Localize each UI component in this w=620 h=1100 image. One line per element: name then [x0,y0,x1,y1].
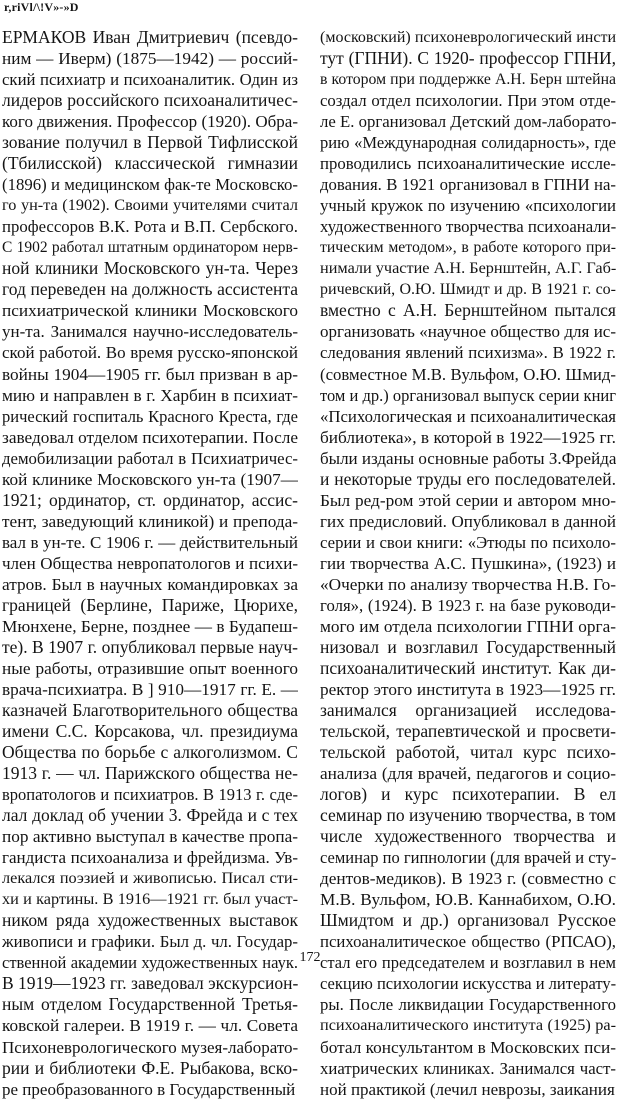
text-line: семинар по изучению творчества, в том [320,805,616,826]
text-line: том и др.) организовал выпуск серии книг [320,385,616,405]
text-line: учный кружок по изучению «психологии [320,196,616,216]
text-line: ной практикой (лечил неврозы, заикания [320,1079,615,1099]
text-line: ником ряда художественных выставок [2,910,298,931]
text-line: дования. В 1921 организовал в ГПНИ на- [320,175,616,195]
text-line: создал отдел психологии. При этом отде- [320,91,616,111]
text-line: ЕРМАКОВ Иван Дмитриевич (псевдо- [2,27,298,47]
text-line: лекался поэзией и живописью. Писал сти- [2,869,298,888]
text-line: ные работы, отразившие опыт военного [2,658,298,678]
text-line: занимался организацией исследова- [320,700,616,720]
text-line: библиотека», в которой в 1922—1925 гг. [320,427,616,447]
text-line: числе художественного творчества и [320,826,616,847]
text-line: (1896) и медицинском фак-те Московско- [2,175,298,195]
text-line: войны 1904—1905 гг. был призван в ар- [2,364,298,384]
text-line: были изданы основные работы З.Фрейда [320,448,616,468]
left-column [2,27,298,1100]
text-line: ле Е. организовал Детский дом-лаборато- [320,112,616,132]
right-column [320,27,616,1100]
text-line: лал доклад об учении 3. Фрейда и с тех [2,805,298,826]
text-line: нимали участие А.Н. Бернштейн, А.Г. Габ- [320,259,616,278]
text-line: хи и картины. В 1916—1921 гг. был участ- [2,890,298,909]
text-line: ним — Иверм) (1875—1942) — россий- [2,49,298,69]
text-line: ственной академии художественных наук. [2,953,298,973]
text-line: год переведен на должность ассистента [2,279,298,300]
text-line: ным отделом Государственной Третья- [2,994,298,1015]
text-line: анализа (для врачей, педагогов и социо- [320,764,616,784]
text-line: дентов-медиков). В 1923 г. (совместно с [320,869,616,889]
text-line: «Очерки по анализу творчества Н.В. Го- [320,574,616,594]
text-line: атров. Был в научных командировках за [2,574,298,594]
text-line: следования явлений психизма». В 1922 г. [320,343,616,363]
text-line: ковской галереи. В 1919 г. — чл. Совета [2,1016,298,1036]
text-line: тическим методом», в работе которого при- [320,239,616,257]
text-line: ботал консультантом в Московских пси- [320,1037,616,1057]
text-line: художественного творчества психоанали- [320,217,616,237]
text-line: вместно с А.Н. Бернштейном пытался [320,300,616,321]
page-number: 172 [299,950,321,965]
text-line: тельской работой, читал курс психо- [320,742,616,763]
text-line: психоаналитическое общество (РПСАО), [320,932,616,952]
text-line: границей (Берлине, Париже, Цюрихе, [2,594,298,615]
text-line: пор активно выступал в качестве пропа- [2,827,298,847]
text-line: стал его председателем и возглавил в нем [320,953,616,973]
text-line: тельской, терапевтической и просвети- [320,721,616,742]
text-line: профессоров В.К. Рота и В.П. Сербского. [2,217,298,237]
text-line: имени С.С. Корсакова, чл. президиума [2,721,298,742]
text-line: В 1919—1923 гг. заведовал экскурсион- [2,973,298,994]
text-line: ский психиатр и психоаналитик. Один из [2,70,298,90]
text-line: 1921; ординатор, ст. ординатор, ассис- [2,489,298,510]
text-line: серии и свои книги: «Этюды по психоло- [320,532,616,552]
text-line: ной клиники Московского ун-та. Через [2,258,298,279]
text-line: низовал и возглавил Государственный [320,636,616,657]
text-line: Шмидтом и др.) организовал Русское [320,910,616,931]
text-line: заведовал отделом психотерапии. После [2,427,298,447]
text-line: (Тбилисской) классической гимназии [2,153,298,174]
text-line: вал в ун-те. С 1906 г. — действительный [2,532,298,552]
text-line: гии творчества А.С. Пушкина», (1923) и [320,553,616,573]
text-line: гандиста психоанализа и фрейдизма. Ув- [2,848,298,868]
text-line: Был ред-ром этой серии и автором мно- [320,490,616,510]
text-line: живописи и графики. Был д. чл. Государ- [2,932,298,952]
text-line: мого им отдела психологии ГПНИ орга- [320,616,616,636]
text-line: ректор этого института в 1923—1925 гг. [320,679,616,699]
text-line: Общества по борьбе с алкоголизмом. С [2,742,298,763]
text-line: Мюнхене, Берне, позднее — в Будапеш- [2,616,298,636]
text-line: те). В 1907 г. опубликовал первые науч- [2,636,298,657]
text-line: кой клинике Московского ун-та (1907— [2,469,298,489]
text-line: го ун-та (1902). Своими учителями считал [2,196,298,215]
text-line: психиатрической клиники Московского [2,301,298,321]
text-line: ре преобразованного в Государственный [2,1079,296,1099]
text-line: голя», (1924). В 1923 г. на базе руководи- [320,595,616,615]
text-line: врача-психиатра. В ] 910—1917 гг. Е. — [2,679,298,699]
text-line: ры. После ликвидации Государственного [320,995,616,1015]
text-line: член Общества невропатологов и психи- [2,553,298,573]
text-line: рический госпиталь Красного Креста, где [2,406,298,426]
text-line: хиатрических клиниках. Занимался част- [320,1058,616,1078]
text-line: «Психологическая и психоаналитическая [320,406,616,426]
text-line: организовать «научное общество для ис- [320,322,616,342]
text-line: психоаналитический институт. Как ди- [320,657,616,678]
text-line: проводились психоаналитические иссле- [320,154,616,174]
text-line: (совместное М.В. Вульфом, О.Ю. Шмид- [320,364,616,384]
text-line: ской работой. Во время русско-японской [2,343,298,363]
text-line: ун-та. Занимался научно-исследователь- [2,322,298,342]
text-line: ричевский, О.Ю. Шмидт и др. В 1921 г. со- [320,281,616,299]
text-line: вропатологов и психиатров. В 1913 г. сде- [2,785,298,805]
text-line: (московский) психоневрологический инсти [320,29,616,46]
text-line: и некоторые труды его последователей. [320,468,616,489]
text-line: тент, заведующий клиникой) и препода- [2,511,298,531]
text-line: рии и библиотеки Ф.Е. Рыбакова, вско- [2,1057,298,1078]
text-line: кого движения. Профессор (1920). Обра- [2,112,298,132]
text-line: лидеров российского психоаналитичес- [2,90,298,111]
text-line: зование получил в Первой Тифлисской [2,132,298,153]
text-line: секцию психологии искусства и литерату- [320,974,616,994]
text-line: в котором при поддержке А.Н. Берн штейна [320,71,616,89]
running-header: r,riVl/\!V»-»D [4,0,79,14]
text-line: тут (ГПНИ). С 1920- профессор ГПНИ, [320,48,616,69]
text-line: С 1902 работал штатным ординатором нерв- [2,239,298,257]
text-line: М.В. Вульфом, Ю.В. Каннабихом, О.Ю. [320,890,616,910]
text-line: психоаналитического института (1925) ра- [320,1016,616,1035]
text-line: логов) и курс психотерапии. В ел [320,784,616,805]
text-line: Психоневрологического музея-лаборато- [2,1037,298,1057]
text-line: рию «Международная солидарность», где [320,133,616,153]
text-line: казначей Благотворительного общества [2,700,298,720]
text-line: мию и направлен в г. Харбин в психиат- [2,385,298,405]
text-line: гих предисловий. Опубликовал в данной [320,511,616,531]
text-line: демобилизации работал в Психиатричес- [2,448,298,468]
text-line: 1913 г. — чл. Парижского общества не- [2,763,298,784]
text-line: семинар по гипнологии (для врачей и сту- [320,848,616,868]
